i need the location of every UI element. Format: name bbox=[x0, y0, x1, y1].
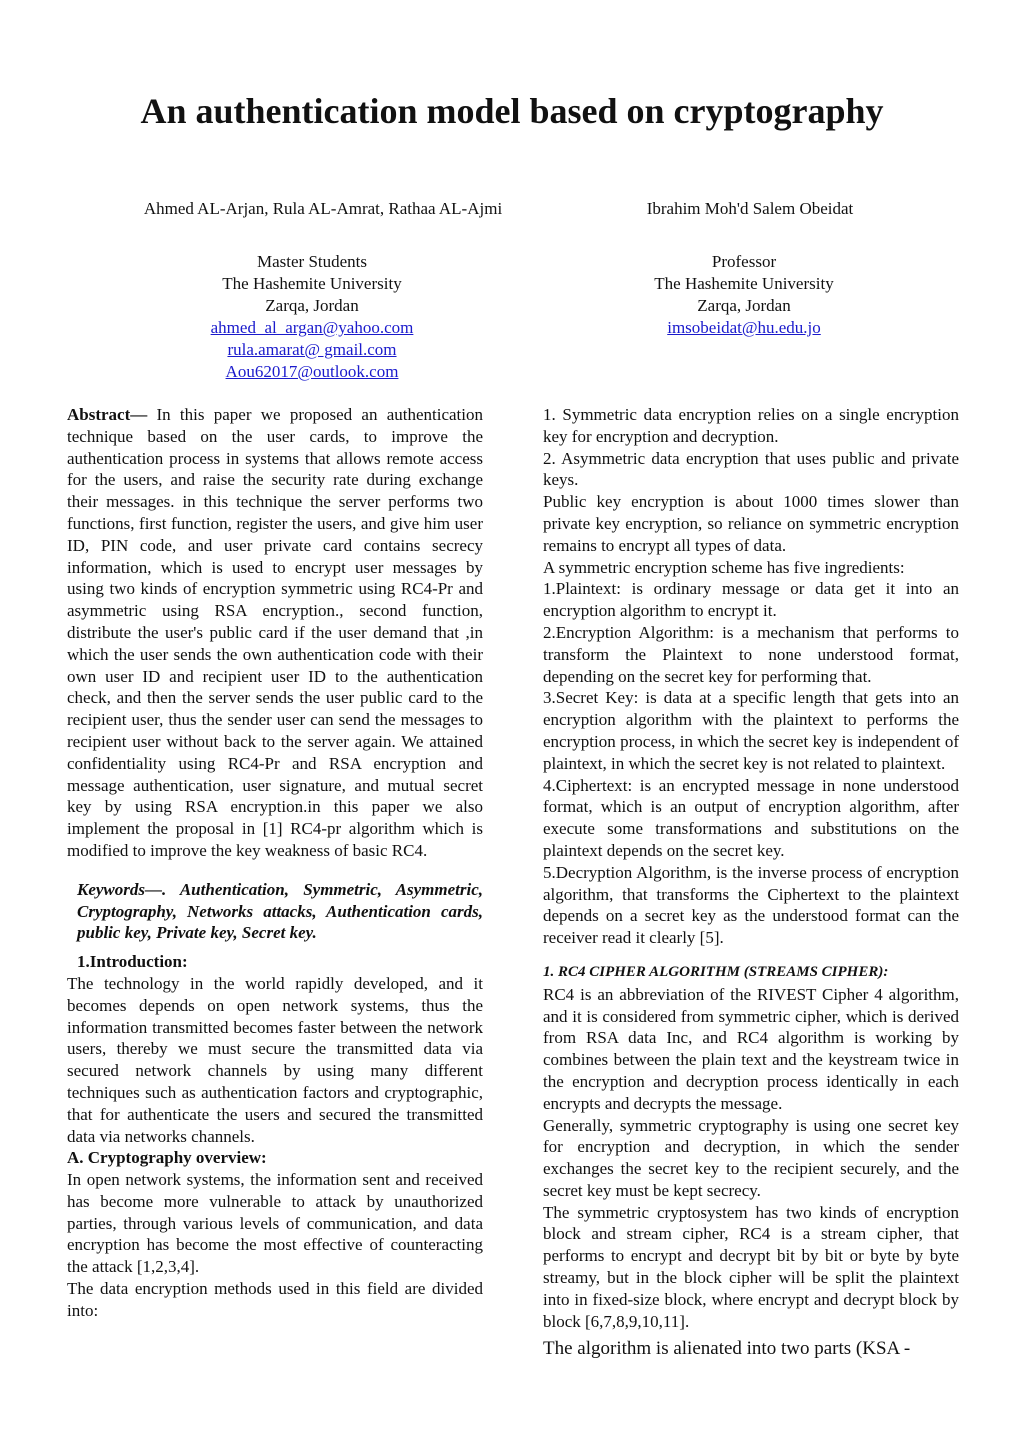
author-right-role: Professor bbox=[711, 252, 777, 271]
right-item-8: 4.Ciphertext: is an encrypted message in none understood format, which is an output of encryption algorithm, after execute some transformations and substitutions on the plaintext depends on the secret key. bbox=[543, 775, 959, 860]
author-right-names: Ibrahim Moh'd Salem Obeidat bbox=[646, 199, 854, 218]
rc4-paragraph-4: The algorithm is alienated into two parts (KSA - bbox=[543, 1338, 911, 1360]
intro-text: The technology in the world rapidly developed, and it becomes depends on open network systems, thus the information transmitted becomes faster between the network users, thereby we must secure the transmitted data via secured network channels by using many different techniques such as authentication factors and cryptographic, that for authenticate the users and secured the transmitted data via networks channels. bbox=[67, 973, 483, 1146]
right-item-9: 5.Decryption Algorithm, is the inverse process of encryption algorithm, that transforms the Ciphertext to the plaintext depends on a secret key as the understood format can the receiver read it clearly [5]. bbox=[543, 862, 959, 948]
rc4-paragraph-2: Generally, symmetric cryptography is using one secret key for encryption and decryption, in which the sender exchanges the secret key to the recipient securely, and the secret key must be kept secrecy. bbox=[543, 1115, 959, 1200]
right-item-2: 2. Asymmetric data encryption that uses public and private keys. bbox=[543, 448, 959, 490]
author-left-role: Master Students bbox=[256, 252, 368, 271]
keywords: Keywords—. Authentication, Symmetric, Asymmetric, Cryptography, Networks attacks, Authentication cards, public key, Private key, Secret key. bbox=[77, 879, 483, 943]
right-column bbox=[543, 404, 959, 1360]
author-left-email-1[interactable]: ahmed_al_argan@yahoo.com bbox=[210, 318, 414, 337]
right-item-7: 3.Secret Key: is data at a specific length that gets into an encryption algorithm with the plaintext to performs the encryption process, in which the secret key is independent of plaintext, in which the secret key is not related to plaintext. bbox=[543, 688, 959, 773]
abstract bbox=[67, 404, 483, 862]
right-item-6: 2.Encryption Algorithm: is a mechanism that performs to transform the Plaintext to none understood format, depending on the secret key for performing that. bbox=[543, 622, 959, 686]
rc4-heading: 1. RC4 CIPHER ALGORITHM (STREAMS CIPHER): bbox=[543, 963, 889, 980]
paper-title: An authentication model based on cryptography bbox=[140, 91, 884, 131]
author-left-affiliation bbox=[110, 251, 514, 383]
intro-heading: 1.Introduction: bbox=[77, 952, 188, 972]
right-item-5: 1.Plaintext: is ordinary message or data get it into an encryption algorithm to encrypt it. bbox=[543, 579, 959, 621]
author-left-email-3[interactable]: Aou62017@outlook.com bbox=[225, 362, 399, 381]
author-right-affiliation bbox=[600, 251, 888, 339]
left-column bbox=[67, 404, 483, 1322]
right-item-3: Public key encryption is about 1000 times slower than private key encryption, so reliance on symmetric encryption remains to encrypt all types of data. bbox=[543, 492, 959, 555]
rc4-paragraph-3: The symmetric cryptosystem has two kinds of encryption block and stream cipher, RC4 is a stream cipher, that performs to encrypt and decrypt bit by bit or byte by byte streamy, but in the block cipher will be split the plaintext into in fixed-size block, where encrypt and decrypt block by block [6,7,8,9,10,11]. bbox=[543, 1202, 959, 1331]
author-right-university: The Hashemite University bbox=[654, 274, 834, 293]
author-right-email[interactable]: imsobeidat@hu.edu.jo bbox=[667, 318, 821, 337]
author-left-university: The Hashemite University bbox=[222, 274, 402, 293]
author-right-location: Zarqa, Jordan bbox=[697, 296, 791, 315]
crypto-paragraph-2: The data encryption methods used in this field are divided into: bbox=[67, 1279, 483, 1320]
right-item-4: A symmetric encryption scheme has five ingredients: bbox=[543, 557, 905, 577]
abstract-label: Abstract— bbox=[67, 405, 148, 424]
right-item-1: 1. Symmetric data encryption relies on a single encryption key for encryption and decryption. bbox=[543, 405, 959, 446]
crypto-heading: A. Cryptography overview: bbox=[67, 1148, 267, 1168]
author-left-names: Ahmed AL-Arjan, Rula AL-Amrat, Rathaa AL-Ajmi bbox=[143, 199, 503, 218]
abstract-text: In this paper we proposed an authentication technique based on the user cards, to improve the authentication process in systems that allows remote access for the users, and raise the security rate during exchange their messages. in this technique the server performs two functions, first function, register the users, and give him user ID, PIN code, and user private card contains secrecy information, which is used to encrypt user messages by using two kinds of encryption symmetric using RC4-Pr and asymmetric using RSA encryption., second function, distribute the user's public card if the user demand that ,in which the user sends the own authentication code with their own user ID and recipient user ID to the authentication check, and then the server sends the user public card to the recipient user, thus the sender user can send the messages to recipient user without back to the server again. We attained confidentiality using RC4-Pr and RSA encryption and message authentication, user signature, and mutual secret key by using RSA encryption.in this paper we also implement the proposal in [1] RC4-pr algorithm which is modified to improve the key weakness of basic RC4. bbox=[67, 405, 483, 860]
rc4-paragraph-1: RC4 is an abbreviation of the RIVEST Cipher 4 algorithm, and it is considered from symmetric cipher, which is derived from RSA data Inc, and RC4 algorithm is working by combines between the plain text and the keystream twice in the encryption and decryption process identically in each encrypts and decrypts the message. bbox=[543, 984, 959, 1113]
crypto-paragraph-1: In open network systems, the information sent and received has become more vulnerable to attack by unauthorized parties, through various levels of communication, and data encryption has become the most effective of counteracting the attack [1,2,3,4]. bbox=[67, 1170, 483, 1277]
author-left-email-2[interactable]: rula.amarat@ gmail.com bbox=[227, 340, 397, 359]
author-left-location: Zarqa, Jordan bbox=[265, 296, 359, 315]
